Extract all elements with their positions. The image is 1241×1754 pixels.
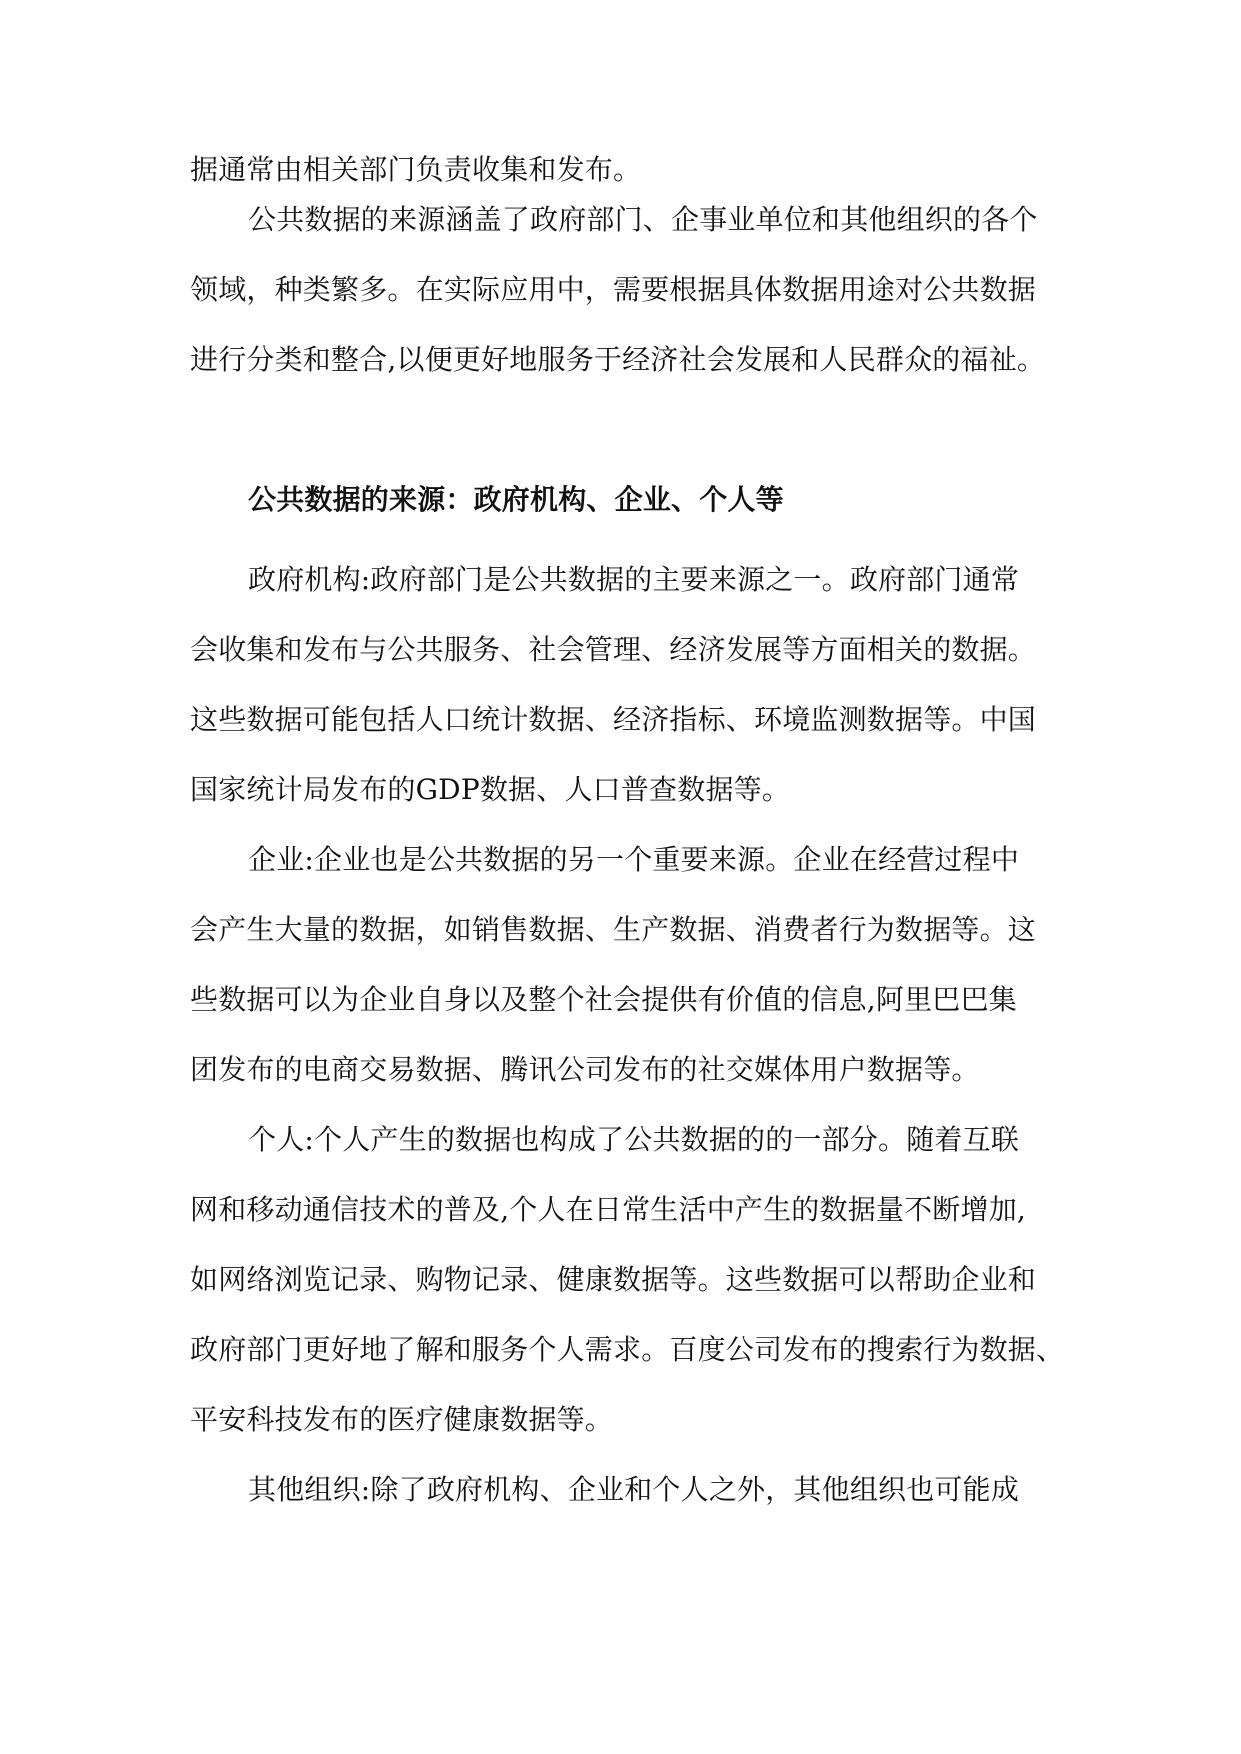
text-line: 国家统计局发布的GDP数据、人口普查数据等。 <box>190 773 791 806</box>
text-line: 网和移动通信技术的普及,个人在日常生活中产生的数据量不断增加, <box>190 1193 1027 1226</box>
text-line: 会产生大量的数据，如销售数据、生产数据、消费者行为数据等。这 <box>190 913 1037 946</box>
text-line: 团发布的电商交易数据、腾讯公司发布的社交媒体用户数据等。 <box>190 1053 980 1086</box>
text-line: 会收集和发布与公共服务、社会管理、经济发展等方面相关的数据。 <box>190 633 1037 666</box>
text-line: 平安科技发布的医疗健康数据等。 <box>190 1403 614 1436</box>
text-line: 企业:企业也是公共数据的另一个重要来源。企业在经营过程中 <box>248 843 1020 876</box>
text-line: 据通常由相关部门负责收集和发布。 <box>190 153 642 186</box>
section-heading: 公共数据的来源：政府机构、企业、个人等 <box>248 483 784 516</box>
text-line: 这些数据可能包括人口统计数据、经济指标、环境监测数据等。中国 <box>190 703 1037 736</box>
text-line: 公共数据的来源涵盖了政府部门、企事业单位和其他组织的各个 <box>248 203 1038 236</box>
text-line: 政府部门更好地了解和服务个人需求。百度公司发布的搜索行为数据、 <box>190 1333 1065 1366</box>
text-line: 其他组织:除了政府机构、企业和个人之外，其他组织也可能成 <box>248 1473 1020 1506</box>
text-line: 个人:个人产生的数据也构成了公共数据的的一部分。随着互联 <box>248 1123 1020 1156</box>
text-line: 些数据可以为企业自身以及整个社会提供有价值的信息,阿里巴巴集 <box>190 983 1017 1016</box>
text-line: 如网络浏览记录、购物记录、健康数据等。这些数据可以帮助企业和 <box>190 1263 1037 1296</box>
text-line: 政府机构:政府部门是公共数据的主要来源之一。政府部门通常 <box>248 563 1020 596</box>
text-line: 领域，种类繁多。在实际应用中，需要根据具体数据用途对公共数据 <box>190 273 1037 306</box>
text-line: 进行分类和整合,以便更好地服务于经济社会发展和人民群众的福祉。 <box>190 343 1046 376</box>
